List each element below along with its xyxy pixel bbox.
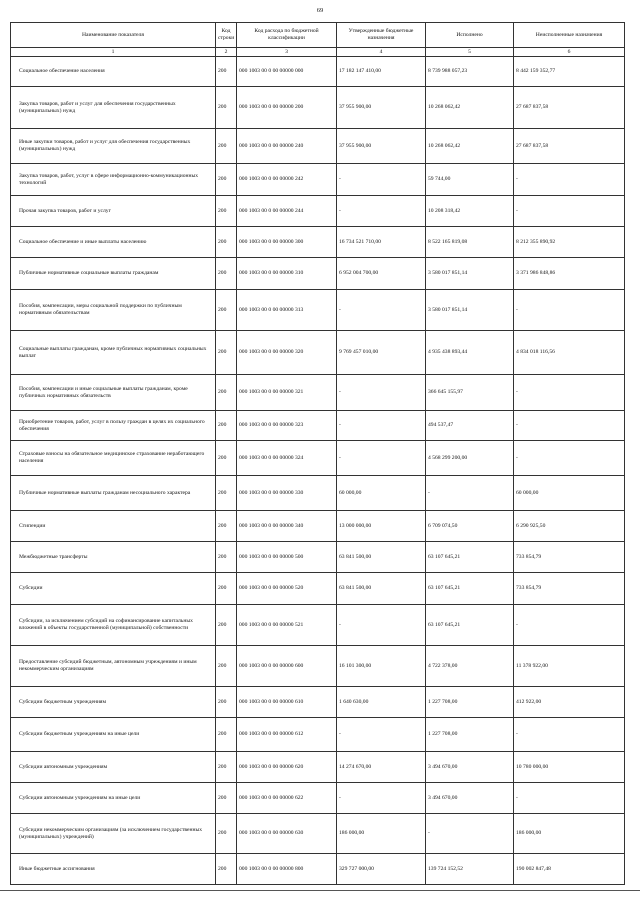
table-row <box>11 573 625 605</box>
table-row <box>11 375 625 411</box>
executed-amount-cell: 4 722 378,00 <box>426 646 514 687</box>
indicator-name-cell: Субсидии некоммерческим организациям (за исключением государственных (муниципальных) учреждений) <box>11 814 216 854</box>
line-code-cell: 200 <box>216 87 237 129</box>
table-row <box>11 290 625 331</box>
budget-code-cell: 000 1003 00 0 00 00000 620 <box>237 752 337 783</box>
indicator-name-cell: Публичные нормативные выплаты гражданам несоциального характера <box>11 476 216 511</box>
executed-amount-cell: 3 494 670,00 <box>426 783 514 814</box>
column-number: 3 <box>237 48 337 57</box>
table-header-row <box>11 23 625 48</box>
indicator-name-cell: Страховые взносы на обязательное медицинское страхование неработающего населения <box>11 441 216 476</box>
unexecuted-amount-cell: 3 371 986 848,86 <box>514 258 625 290</box>
column-number: 1 <box>11 48 216 57</box>
table-row <box>11 814 625 854</box>
budget-code-cell: 000 1003 00 0 00 00000 610 <box>237 687 337 718</box>
approved-amount-cell: 63 841 500,00 <box>337 573 426 605</box>
budget-code-cell: 000 1003 00 0 00 00000 310 <box>237 258 337 290</box>
table-row <box>11 542 625 573</box>
table-row <box>11 227 625 258</box>
table-row <box>11 57 625 87</box>
line-code-cell: 200 <box>216 542 237 573</box>
budget-code-cell: 000 1003 00 0 00 00000 600 <box>237 646 337 687</box>
executed-amount-cell: 1 227 708,00 <box>426 718 514 752</box>
line-code-cell: 200 <box>216 854 237 885</box>
header-budget-code: Код расхода по бюджетной классификации <box>237 23 337 48</box>
line-code-cell: 200 <box>216 441 237 476</box>
executed-amount-cell: 8 522 165 819,08 <box>426 227 514 258</box>
executed-amount-cell: 6 709 074,50 <box>426 511 514 542</box>
table-body <box>11 57 625 885</box>
column-number: 6 <box>514 48 625 57</box>
table-row <box>11 331 625 375</box>
table-row <box>11 411 625 441</box>
line-code-cell: 200 <box>216 511 237 542</box>
budget-code-cell: 000 1003 00 0 00 00000 330 <box>237 476 337 511</box>
budget-code-cell: 000 1003 00 0 00 00000 242 <box>237 164 337 196</box>
executed-amount-cell: 4 568 299 200,00 <box>426 441 514 476</box>
approved-amount-cell: - <box>337 411 426 441</box>
line-code-cell: 200 <box>216 258 237 290</box>
unexecuted-amount-cell: 11 378 922,00 <box>514 646 625 687</box>
column-number: 2 <box>216 48 237 57</box>
table-row <box>11 854 625 885</box>
budget-code-cell: 000 1003 00 0 00 00000 200 <box>237 87 337 129</box>
indicator-name-cell: Публичные нормативные социальные выплаты гражданам <box>11 258 216 290</box>
unexecuted-amount-cell: - <box>514 783 625 814</box>
approved-amount-cell: 186 000,00 <box>337 814 426 854</box>
approved-amount-cell: 9 769 457 010,00 <box>337 331 426 375</box>
approved-amount-cell: 16 734 521 710,00 <box>337 227 426 258</box>
indicator-name-cell: Субсидии бюджетным учреждениям <box>11 687 216 718</box>
indicator-name-cell: Предоставление субсидий бюджетным, автономным учреждениям и иным некоммерческим организациям <box>11 646 216 687</box>
unexecuted-amount-cell: 412 922,00 <box>514 687 625 718</box>
executed-amount-cell: - <box>426 476 514 511</box>
executed-amount-cell: 4 935 438 893,44 <box>426 331 514 375</box>
unexecuted-amount-cell: - <box>514 718 625 752</box>
table-row <box>11 164 625 196</box>
approved-amount-cell: 60 000,00 <box>337 476 426 511</box>
unexecuted-amount-cell: 60 000,00 <box>514 476 625 511</box>
indicator-name-cell: Социальные выплаты гражданам, кроме публичных нормативных социальных выплат <box>11 331 216 375</box>
header-name: Наименование показателя <box>11 23 216 48</box>
unexecuted-amount-cell: - <box>514 411 625 441</box>
unexecuted-amount-cell: 8 212 355 890,92 <box>514 227 625 258</box>
executed-amount-cell: 3 580 017 851,14 <box>426 290 514 331</box>
column-number: 5 <box>426 48 514 57</box>
approved-amount-cell: - <box>337 718 426 752</box>
indicator-name-cell: Прочая закупка товаров, работ и услуг <box>11 196 216 227</box>
table-row <box>11 129 625 164</box>
executed-amount-cell: 494 537,47 <box>426 411 514 441</box>
line-code-cell: 200 <box>216 290 237 331</box>
executed-amount-cell: 63 107 645,21 <box>426 542 514 573</box>
budget-code-cell: 000 1003 00 0 00 00000 324 <box>237 441 337 476</box>
table-row <box>11 87 625 129</box>
table-row <box>11 605 625 646</box>
executed-amount-cell: 10 268 062,42 <box>426 129 514 164</box>
indicator-name-cell: Субсидии автономным учреждениям на иные цели <box>11 783 216 814</box>
budget-code-cell: 000 1003 00 0 00 00000 240 <box>237 129 337 164</box>
executed-amount-cell: - <box>426 814 514 854</box>
table-row <box>11 196 625 227</box>
budget-code-cell: 000 1003 00 0 00 00000 800 <box>237 854 337 885</box>
unexecuted-amount-cell: 8 442 159 352,77 <box>514 57 625 87</box>
line-code-cell: 200 <box>216 196 237 227</box>
page-number: 69 <box>316 7 324 14</box>
approved-amount-cell: 37 955 900,00 <box>337 129 426 164</box>
table-row <box>11 258 625 290</box>
executed-amount-cell: 3 494 670,00 <box>426 752 514 783</box>
budget-code-cell: 000 1003 00 0 00 00000 622 <box>237 783 337 814</box>
budget-code-cell: 000 1003 00 0 00 00000 520 <box>237 573 337 605</box>
column-number: 4 <box>337 48 426 57</box>
indicator-name-cell: Иные бюджетные ассигнования <box>11 854 216 885</box>
unexecuted-amount-cell: - <box>514 290 625 331</box>
indicator-name-cell: Пособия, компенсации, меры социальной поддержки по публичным нормативным обязательствам <box>11 290 216 331</box>
approved-amount-cell: - <box>337 441 426 476</box>
executed-amount-cell: 1 227 708,00 <box>426 687 514 718</box>
unexecuted-amount-cell: - <box>514 164 625 196</box>
executed-amount-cell: 59 744,00 <box>426 164 514 196</box>
table-row <box>11 687 625 718</box>
budget-execution-table <box>10 22 625 885</box>
indicator-name-cell: Субсидии <box>11 573 216 605</box>
table-row <box>11 718 625 752</box>
approved-amount-cell: 6 952 004 700,00 <box>337 258 426 290</box>
line-code-cell: 200 <box>216 814 237 854</box>
line-code-cell: 200 <box>216 164 237 196</box>
line-code-cell: 200 <box>216 57 237 87</box>
approved-amount-cell: 329 727 000,00 <box>337 854 426 885</box>
approved-amount-cell: - <box>337 196 426 227</box>
indicator-name-cell: Закупка товаров, работ и услуг для обеспечения государственных (муниципальных) нужд <box>11 87 216 129</box>
indicator-name-cell: Социальное обеспечение и иные выплаты населению <box>11 227 216 258</box>
budget-code-cell: 000 1003 00 0 00 00000 323 <box>237 411 337 441</box>
line-code-cell: 200 <box>216 476 237 511</box>
approved-amount-cell: 14 274 670,00 <box>337 752 426 783</box>
executed-amount-cell: 3 580 017 851,14 <box>426 258 514 290</box>
approved-amount-cell: - <box>337 783 426 814</box>
table-row <box>11 752 625 783</box>
budget-code-cell: 000 1003 00 0 00 00000 244 <box>237 196 337 227</box>
indicator-name-cell: Субсидии автономным учреждениям <box>11 752 216 783</box>
table-row <box>11 646 625 687</box>
line-code-cell: 200 <box>216 331 237 375</box>
indicator-name-cell: Межбюджетные трансферты <box>11 542 216 573</box>
executed-amount-cell: 10 208 318,42 <box>426 196 514 227</box>
budget-code-cell: 000 1003 00 0 00 00000 300 <box>237 227 337 258</box>
line-code-cell: 200 <box>216 605 237 646</box>
indicator-name-cell: Субсидии, за исключением субсидий на софинансирование капитальных вложений в объекты государственной (муниципальной) собственности <box>11 605 216 646</box>
unexecuted-amount-cell: - <box>514 605 625 646</box>
line-code-cell: 200 <box>216 411 237 441</box>
budget-code-cell: 000 1003 00 0 00 00000 521 <box>237 605 337 646</box>
approved-amount-cell: 37 955 900,00 <box>337 87 426 129</box>
approved-amount-cell: - <box>337 605 426 646</box>
approved-amount-cell: 13 000 000,00 <box>337 511 426 542</box>
budget-code-cell: 000 1003 00 0 00 00000 612 <box>237 718 337 752</box>
unexecuted-amount-cell: 733 854,79 <box>514 573 625 605</box>
unexecuted-amount-cell: - <box>514 441 625 476</box>
budget-code-cell: 000 1003 00 0 00 00000 000 <box>237 57 337 87</box>
indicator-name-cell: Стипендии <box>11 511 216 542</box>
unexecuted-amount-cell: 27 687 837,58 <box>514 87 625 129</box>
budget-code-cell: 000 1003 00 0 00 00000 313 <box>237 290 337 331</box>
indicator-name-cell: Закупка товаров, работ, услуг в сфере информационно-коммуникационных технологий <box>11 164 216 196</box>
indicator-name-cell: Приобретение товаров, работ, услуг в пользу граждан в целях их социального обеспечения <box>11 411 216 441</box>
indicator-name-cell: Иные закупки товаров, работ и услуг для обеспечения государственных (муниципальных) нужд <box>11 129 216 164</box>
budget-code-cell: 000 1003 00 0 00 00000 500 <box>237 542 337 573</box>
unexecuted-amount-cell: 10 780 000,00 <box>514 752 625 783</box>
approved-amount-cell: 1 640 630,00 <box>337 687 426 718</box>
unexecuted-amount-cell: 4 834 018 116,56 <box>514 331 625 375</box>
unexecuted-amount-cell: 27 687 837,58 <box>514 129 625 164</box>
budget-code-cell: 000 1003 00 0 00 00000 630 <box>237 814 337 854</box>
line-code-cell: 200 <box>216 375 237 411</box>
budget-code-cell: 000 1003 00 0 00 00000 340 <box>237 511 337 542</box>
approved-amount-cell: 17 182 147 410,00 <box>337 57 426 87</box>
header-executed: Исполнено <box>426 23 514 48</box>
line-code-cell: 200 <box>216 687 237 718</box>
indicator-name-cell: Социальное обеспечение населения <box>11 57 216 87</box>
executed-amount-cell: 366 645 155,97 <box>426 375 514 411</box>
table-row <box>11 783 625 814</box>
table-row <box>11 476 625 511</box>
approved-amount-cell: 63 841 500,00 <box>337 542 426 573</box>
approved-amount-cell: - <box>337 290 426 331</box>
budget-code-cell: 000 1003 00 0 00 00000 320 <box>237 331 337 375</box>
unexecuted-amount-cell: 186 000,00 <box>514 814 625 854</box>
line-code-cell: 200 <box>216 129 237 164</box>
unexecuted-amount-cell: 733 854,79 <box>514 542 625 573</box>
header-unexecuted: Неисполненные назначения <box>514 23 625 48</box>
approved-amount-cell: - <box>337 375 426 411</box>
unexecuted-amount-cell: - <box>514 375 625 411</box>
page-bottom-rule <box>0 890 640 891</box>
unexecuted-amount-cell: 6 290 925,50 <box>514 511 625 542</box>
line-code-cell: 200 <box>216 752 237 783</box>
approved-amount-cell: 16 101 300,00 <box>337 646 426 687</box>
header-approved: Утвержденные бюджетные назначения <box>337 23 426 48</box>
indicator-name-cell: Субсидии бюджетным учреждениям на иные цели <box>11 718 216 752</box>
executed-amount-cell: 139 724 152,52 <box>426 854 514 885</box>
line-code-cell: 200 <box>216 718 237 752</box>
table-row <box>11 511 625 542</box>
table-row <box>11 441 625 476</box>
indicator-name-cell: Пособия, компенсации и иные социальные выплаты гражданам, кроме публичных нормативных обязательств <box>11 375 216 411</box>
executed-amount-cell: 8 739 988 057,23 <box>426 57 514 87</box>
unexecuted-amount-cell: 190 002 847,48 <box>514 854 625 885</box>
approved-amount-cell: - <box>337 164 426 196</box>
unexecuted-amount-cell: - <box>514 196 625 227</box>
line-code-cell: 200 <box>216 573 237 605</box>
line-code-cell: 200 <box>216 783 237 814</box>
executed-amount-cell: 63 107 645,21 <box>426 573 514 605</box>
line-code-cell: 200 <box>216 227 237 258</box>
executed-amount-cell: 10 268 062,42 <box>426 87 514 129</box>
header-line-code: Код строки <box>216 23 237 48</box>
line-code-cell: 200 <box>216 646 237 687</box>
executed-amount-cell: 63 107 645,21 <box>426 605 514 646</box>
budget-code-cell: 000 1003 00 0 00 00000 321 <box>237 375 337 411</box>
column-number-row <box>11 48 625 57</box>
